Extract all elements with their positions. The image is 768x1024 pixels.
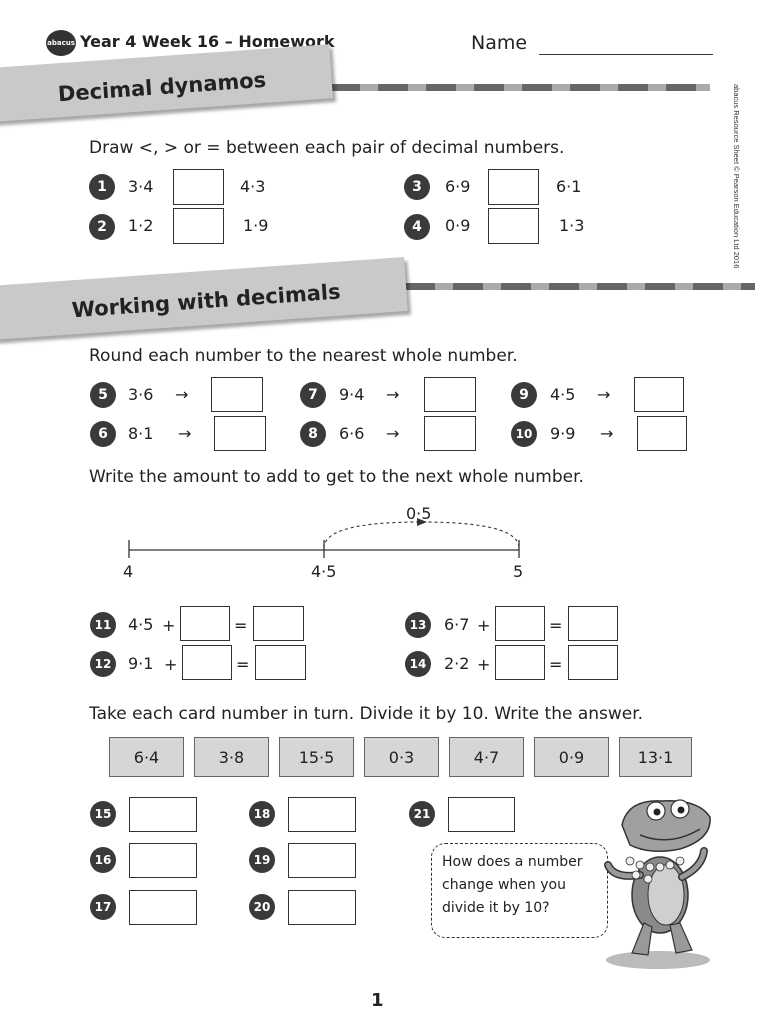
answer-box[interactable] — [634, 377, 684, 412]
section-title: Working with decimals — [71, 279, 342, 323]
answer-box[interactable] — [488, 208, 539, 244]
answer-box[interactable] — [182, 645, 232, 680]
question-number: 3 — [404, 174, 430, 200]
question-number: 9 — [511, 382, 537, 408]
bubble-line: change when you — [442, 877, 566, 893]
answer-box[interactable] — [253, 606, 304, 641]
round-value: 9·4 — [339, 385, 365, 404]
svg-text:abacus Resource Sheet © Pearso: abacus Resource Sheet © Pearson Education Ltd 2016 — [732, 84, 741, 269]
question-number: 18 — [249, 801, 275, 827]
equals-sign: = — [234, 616, 248, 635]
plus-sign: + — [164, 655, 178, 674]
answer-box[interactable] — [637, 416, 687, 451]
jump-label: 0·5 — [406, 504, 432, 523]
arrow-icon: → — [386, 385, 400, 404]
value-b: 1·9 — [243, 216, 269, 235]
answer-box[interactable] — [288, 890, 356, 925]
number-card: 15·5 — [279, 737, 354, 777]
answer-box[interactable] — [424, 416, 476, 451]
tick-label-mid: 4·5 — [311, 562, 337, 581]
answer-box[interactable] — [568, 645, 618, 680]
equals-sign: = — [549, 655, 563, 674]
tick-label-end: 5 — [513, 562, 524, 581]
number-card: 4·7 — [449, 737, 524, 777]
answer-box[interactable] — [173, 208, 224, 244]
bubble-line: How does a number — [442, 854, 583, 870]
question-number: 1 — [89, 174, 115, 200]
answer-box[interactable] — [255, 645, 306, 680]
section-title: Decimal dynamos — [57, 67, 267, 107]
section-banner-decimal-dynamos — [0, 44, 333, 122]
plus-sign: + — [477, 616, 491, 635]
answer-box[interactable] — [495, 645, 545, 680]
banner-stripe — [330, 84, 710, 91]
question-number: 14 — [405, 651, 431, 677]
answer-box[interactable] — [180, 606, 230, 641]
round-value: 9·9 — [550, 424, 576, 443]
question-number: 2 — [89, 214, 115, 240]
value-a: 1·2 — [128, 216, 154, 235]
value-b: 4·3 — [240, 177, 266, 196]
arrow-icon: → — [386, 424, 400, 443]
arrow-icon: → — [178, 424, 192, 443]
page-title: Year 4 Week 16 – Homework — [80, 32, 335, 51]
value-b: 1·3 — [559, 216, 585, 235]
add-value: 6·7 — [444, 615, 470, 634]
add-value: 9·1 — [128, 654, 154, 673]
question-number: 13 — [405, 612, 431, 638]
question-number: 12 — [90, 651, 116, 677]
tick-label-start: 4 — [123, 562, 134, 581]
value-a: 0·9 — [445, 216, 471, 235]
name-line[interactable] — [539, 54, 713, 55]
question-number: 11 — [90, 612, 116, 638]
number-card: 6·4 — [109, 737, 184, 777]
question-number: 17 — [90, 894, 116, 920]
round-value: 8·1 — [128, 424, 154, 443]
answer-box[interactable] — [211, 377, 263, 412]
round-value: 6·6 — [339, 424, 365, 443]
question-number: 7 — [300, 382, 326, 408]
number-card: 0·9 — [534, 737, 609, 777]
answer-box[interactable] — [448, 797, 515, 832]
name-label: Name — [471, 32, 528, 54]
question-number: 8 — [300, 421, 326, 447]
number-card: 0·3 — [364, 737, 439, 777]
answer-box[interactable] — [129, 797, 197, 832]
bubble-line: divide it by 10? — [442, 900, 550, 916]
arrow-icon: → — [175, 385, 189, 404]
instruction-divide: Take each card number in turn. Divide it by 10. Write the answer. — [89, 704, 644, 724]
answer-box[interactable] — [129, 843, 197, 878]
plus-sign: + — [477, 655, 491, 674]
speech-bubble — [431, 843, 608, 938]
answer-box[interactable] — [129, 890, 197, 925]
answer-box[interactable] — [288, 797, 356, 832]
instruction-compare: Draw <, > or = between each pair of decimal numbers. — [89, 138, 565, 158]
instruction-round: Round each number to the nearest whole number. — [89, 346, 518, 366]
answer-box[interactable] — [288, 843, 356, 878]
add-value: 4·5 — [128, 615, 154, 634]
answer-box[interactable] — [214, 416, 266, 451]
number-card: 3·8 — [194, 737, 269, 777]
answer-box[interactable] — [568, 606, 618, 641]
add-value: 2·2 — [444, 654, 470, 673]
answer-box[interactable] — [495, 606, 545, 641]
page-number: 1 — [371, 990, 384, 1011]
question-number: 20 — [249, 894, 275, 920]
value-b: 6·1 — [556, 177, 582, 196]
question-number: 16 — [90, 847, 116, 873]
question-number: 15 — [90, 801, 116, 827]
arrow-icon: → — [597, 385, 611, 404]
copyright-side-text — [728, 84, 758, 284]
question-number: 5 — [90, 382, 116, 408]
value-a: 3·4 — [128, 177, 154, 196]
section-banner-working-with-decimals — [0, 257, 408, 340]
answer-box[interactable] — [424, 377, 476, 412]
answer-box[interactable] — [488, 169, 539, 205]
plus-sign: + — [162, 616, 176, 635]
question-number: 21 — [409, 801, 435, 827]
turtle-mascot-icon — [600, 795, 720, 975]
question-number: 10 — [511, 421, 537, 447]
round-value: 3·6 — [128, 385, 154, 404]
equals-sign: = — [236, 655, 250, 674]
arrow-icon: → — [600, 424, 614, 443]
abacus-logo: abacus — [46, 30, 76, 56]
answer-box[interactable] — [173, 169, 224, 205]
question-number: 19 — [249, 847, 275, 873]
number-card: 13·1 — [619, 737, 692, 777]
equals-sign: = — [549, 616, 563, 635]
value-a: 6·9 — [445, 177, 471, 196]
instruction-add: Write the amount to add to get to the next whole number. — [89, 467, 584, 487]
question-number: 4 — [404, 214, 430, 240]
question-number: 6 — [90, 421, 116, 447]
round-value: 4·5 — [550, 385, 576, 404]
banner-stripe — [405, 283, 755, 290]
